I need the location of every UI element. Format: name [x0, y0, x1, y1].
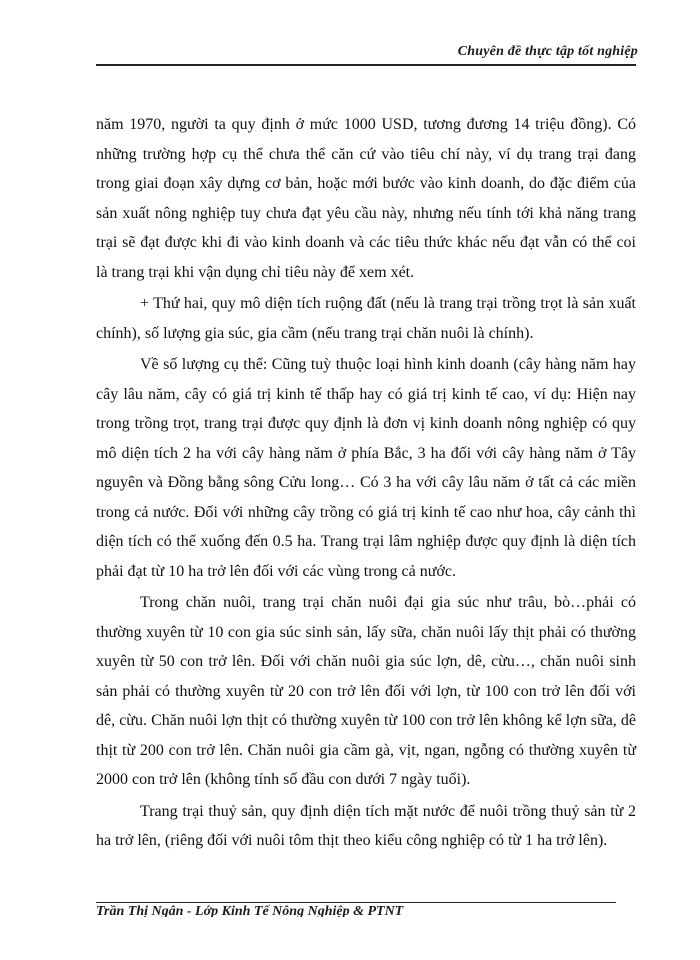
document-body [96, 110, 636, 858]
paragraph-land-scale: + Thứ hai, quy mô diện tích ruộng đất (nếu là trang trại trồng trọt là sản xuất chính), số lượng gia súc, gia cầm (nếu trang trại chăn nuôi là chính). [96, 295, 636, 342]
header-divider [96, 64, 636, 66]
paragraph-continuation: năm 1970, người ta quy định ở mức 1000 USD, tương đương 14 triệu đồng). Có những trường hợp cụ thể chưa thể căn cứ vào tiêu chí này, ví dụ trang trại đang trong giai đoạn xây dựng cơ bản, hoặc mới bước vào kinh doanh, do đặc điểm của sản xuất nông nghiệp tuy chưa đạt yêu cầu này, nhưng nếu tính tới khả năng trang trại sẽ đạt được khi đi vào kinh doanh và các tiêu thức khác nếu đạt vẫn có thể coi là trang trại khi vận dụng chỉ tiêu này để xem xét. [96, 116, 636, 281]
header-title: Chuyên đề thực tập tốt nghiệp [457, 44, 638, 59]
footer-author: Trần Thị Ngân - Lớp Kinh Tế Nông Nghiệp & PTNT [96, 904, 404, 917]
paragraph-aquaculture: Trang trại thuỷ sản, quy định diện tích mặt nước để nuôi trồng thuỷ sản từ 2 ha trở lên, (riêng đối với nuôi tôm thịt theo kiểu công nghiệp có từ 1 ha trở lên). [96, 802, 636, 849]
paragraph-livestock: Trong chăn nuôi, trang trại chăn nuôi đại gia súc như trâu, bò…phải có thường xuyên từ 10 con gia súc sinh sản, lấy sữa, chăn nuôi lấy thịt phải có thường xuyên từ 50 con trở lên. Đối với chăn nuôi gia súc lợn, dê, cừu…, chăn nuôi sinh sản phải có thường xuyên từ 20 con trở lên đối với lợn, từ 100 con trở lên đối với dê, cừu. Chăn nuôi lợn thịt có thường xuyên từ 100 con trở lên không kể lợn sữa, dê thịt từ 200 con trở lên. Chăn nuôi gia cầm gà, vịt, ngan, ngỗng có thường xuyên từ 2000 con trở lên (không tính số đầu con dưới 7 ngày tuổi). [96, 594, 636, 788]
paragraph-specific-quantity: Về số lượng cụ thể: Cũng tuỳ thuộc loại hình kinh doanh (cây hàng năm hay cây lâu năm, cây có giá trị kinh tế thấp hay có giá trị kinh tế cao, ví dụ: Hiện nay trong trồng trọt, trang trại được quy định là đơn vị kinh doanh nông nghiệp có quy mô diện tích 2 ha với cây hàng năm ở phía Bắc, 3 ha đối với cây hàng năm ở Tây nguyên và Đồng bằng sông Cửu long… Có 3 ha với cây lâu năm ở tất cả các miền trong cả nước. Đối với những cây trồng có giá trị kinh tế cao như hoa, cây cảnh thì diện tích có thể xuống đến 0.5 ha. Trang trại lâm nghiệp được quy định là diện tích phải đạt từ 10 ha trở lên đối với các vùng trong cả nước. [96, 356, 636, 580]
